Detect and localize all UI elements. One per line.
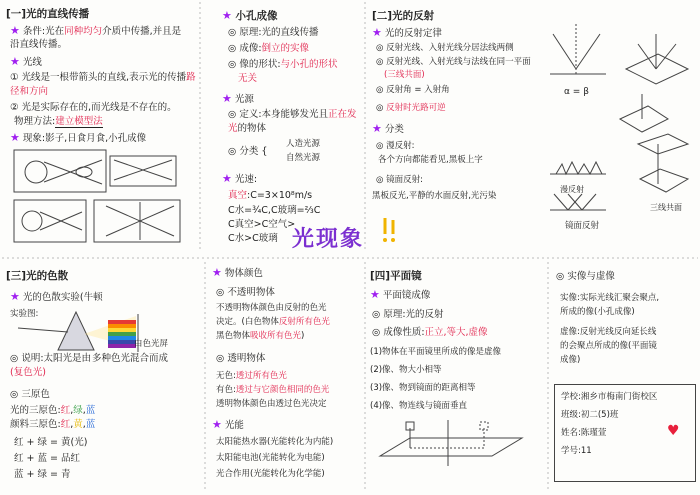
pinhole-principle: ◎ 原理:光的直线传播 (228, 27, 319, 38)
dispersion-explain: ◎ 说明:太阳光是由 (10, 353, 92, 364)
mix-2: 红 + 蓝 = 品红 (14, 453, 80, 464)
plane-mirror-c3: (3)像、物到镜面的距离相等 (370, 383, 476, 393)
dispersion-exp: ★ 光的色散实验(牛顿 (10, 290, 103, 303)
speed-vacuum: 真空:C=3×10⁸m/s (228, 190, 313, 201)
law-2-note: (三线共面) (384, 70, 425, 80)
ray-line2: 径和方向 (10, 86, 49, 97)
transparent-2: 有色:透过与它颜色相同的色光 (216, 385, 330, 395)
speed-compare2: C真空>C空气> (228, 219, 296, 230)
energy-1: 太阳能热水器(光能转化为内能) (216, 437, 334, 447)
mix-3: 蓝 + 绿 = 青 (14, 469, 71, 480)
law-4: ◎ 反射时光路可逆 (376, 103, 446, 113)
screen-label: 白色光屏 (134, 339, 169, 349)
pinhole-image: ◎ 成像:倒立的实像 (228, 43, 310, 54)
virtual-image-3: 成像) (560, 355, 581, 365)
info-school: 学校:湘乡市梅南门街校区 (561, 392, 658, 402)
star-icon: ★ (372, 26, 382, 39)
law-1: ◎ 反射光线、入射光线分居法线两侧 (376, 43, 514, 53)
light-source-def2: 光的物体 (228, 123, 267, 134)
transparent-3: 透明物体颜色由透过色光决定 (216, 399, 327, 409)
mirror-title: ◎ 镜面反射: (376, 175, 423, 185)
condition-line: ★ 条件:光在同种均匀介质中传播,并且是 (10, 24, 182, 37)
pinhole-shape2: 无关 (238, 73, 258, 84)
ray-line4: 物理方法:建立模型法 (14, 116, 103, 127)
heart-icon: ♥ (667, 423, 680, 439)
star-icon: ★ (222, 92, 232, 105)
section-header-plane-mirror: [四]平面镜 (370, 270, 422, 282)
star-icon: ★ (222, 172, 232, 185)
transparent-1: 无色:透过所有色光 (216, 371, 287, 381)
coplanar-label: 三线共面 (650, 203, 682, 212)
star-icon: ★ (212, 418, 222, 431)
light-source-class: ◎ 分类 { (228, 146, 268, 157)
mix-1: 红 + 绿 = 黄(光) (14, 437, 88, 448)
condition-line2: 沿直线传播。 (10, 39, 68, 50)
mirror-desc: 黑板反光,平静的水面反射,光污染 (372, 191, 497, 201)
plane-mirror-c1: (1)物体在平面镜里所成的像是虚像 (370, 347, 502, 357)
dispersion-explain2: 多种色光混合而成 (92, 353, 169, 364)
plane-mirror-chars: ◎ 成像性质:正立,等大,虚像 (372, 327, 488, 338)
star-icon: ★ (370, 288, 380, 301)
plane-mirror-title: ★ 平面镜成像 (370, 288, 431, 301)
diffuse-title: ◎ 漫反射: (376, 141, 415, 151)
section-header-real-virtual: ◎ 实像与虚像 (556, 271, 615, 282)
opaque-1: 不透明物体颜色由反射的色光 (216, 303, 327, 313)
reflection-class-title: ★ 分类 (372, 122, 404, 135)
law-3: ◎ 反射角 = 入射角 (376, 85, 450, 95)
plane-mirror-principle: ◎ 原理:光的反射 (372, 309, 444, 320)
mirror-label: 镜面反射 (565, 221, 600, 231)
ray-title: ★ 光线 (10, 55, 42, 68)
class-natural: 自然光源 (286, 153, 321, 163)
apparatus-label: 实验图: (10, 309, 39, 319)
speed-title: ★ 光速: (222, 172, 258, 185)
info-number: 学号:11 (561, 446, 592, 456)
section-header-object-color: ★ 物体颜色 (212, 266, 263, 279)
star-icon: ★ (10, 55, 20, 68)
law-2: ◎ 反射光线、入射光线与法线在同一平面 (376, 57, 531, 67)
diffuse-desc: 各个方向都能看见,黑板上字 (378, 155, 483, 165)
light-source-def: ◎ 定义:本身能够发光且正在发 (228, 109, 357, 120)
speed-compare3: C水>C玻璃 (228, 233, 278, 244)
section-header-reflection: [二]光的反射 (372, 10, 435, 22)
pinhole-shape: ◎ 像的形状:与小孔的形状 (228, 59, 338, 70)
ray-line1: ① 光线是一根带箭头的直线,表示光的传播路 (10, 72, 196, 83)
phenomena-line: ★ 现象:影子,日食月食,小孔成像 (10, 131, 147, 144)
transparent-title: ◎ 透明物体 (216, 353, 266, 364)
real-image-2: 所成的像(小孔成像) (560, 307, 635, 317)
info-class: 班级:初二(5)班 (561, 410, 619, 420)
star-icon: ★ (372, 122, 382, 135)
section-header-light-propagation: [一]光的直线传播 (6, 8, 90, 20)
diffuse-label: 漫反射 (560, 185, 584, 194)
star-icon: ★ (222, 9, 232, 22)
plane-mirror-c4: (4)像、物连线与镜面垂直 (370, 401, 468, 411)
star-icon: ★ (212, 266, 222, 279)
star-icon: ★ (10, 131, 20, 144)
energy-3: 光合作用(光能转化为化学能) (216, 469, 325, 479)
primary-pigment: 颜料三原色:红,黄,蓝 (10, 419, 96, 430)
light-source-title: ★ 光源 (222, 92, 254, 105)
opaque-title: ◎ 不透明物体 (216, 287, 275, 298)
primary-light: 光的三原色:红,绿,蓝 (10, 405, 96, 416)
speed-compare1: C水=¾C,C玻璃=⅔C (228, 205, 321, 216)
info-name: 姓名:陈瑾萱 (561, 428, 607, 438)
class-artificial: 人造光源 (286, 139, 321, 149)
energy-2: 太阳能电池(光能转化为电能) (216, 453, 325, 463)
light-energy-title: ★ 光能 (212, 418, 244, 431)
center-title: 光现象 (292, 227, 365, 252)
star-icon: ★ (10, 24, 20, 37)
eq-label: α = β (564, 87, 589, 97)
dispersion-note: (复色光) (10, 367, 46, 378)
star-icon: ★ (10, 290, 20, 303)
primary-title: ◎ 三原色 (10, 389, 50, 400)
plane-mirror-c2: (2)像、物大小相等 (370, 365, 442, 375)
section-header-dispersion: [三]光的色散 (6, 270, 69, 282)
virtual-image-1: 虚像:反射光线反向延长线 (560, 327, 657, 337)
reflection-law-title: ★ 光的反射定律 (372, 26, 442, 39)
opaque-3: 黑色物体吸收所有色光) (216, 331, 305, 341)
opaque-2: 决定。(白色物体反射所有色光 (216, 317, 330, 327)
real-image-1: 实像:实际光线汇聚会聚点, (560, 293, 660, 303)
ray-line3: ② 光是实际存在的,而光线是不存在的。 (10, 102, 177, 113)
section-header-pinhole: ★ 小孔成像 (222, 9, 278, 22)
virtual-image-2: 的会聚点所成的像(平面镜 (560, 341, 657, 351)
